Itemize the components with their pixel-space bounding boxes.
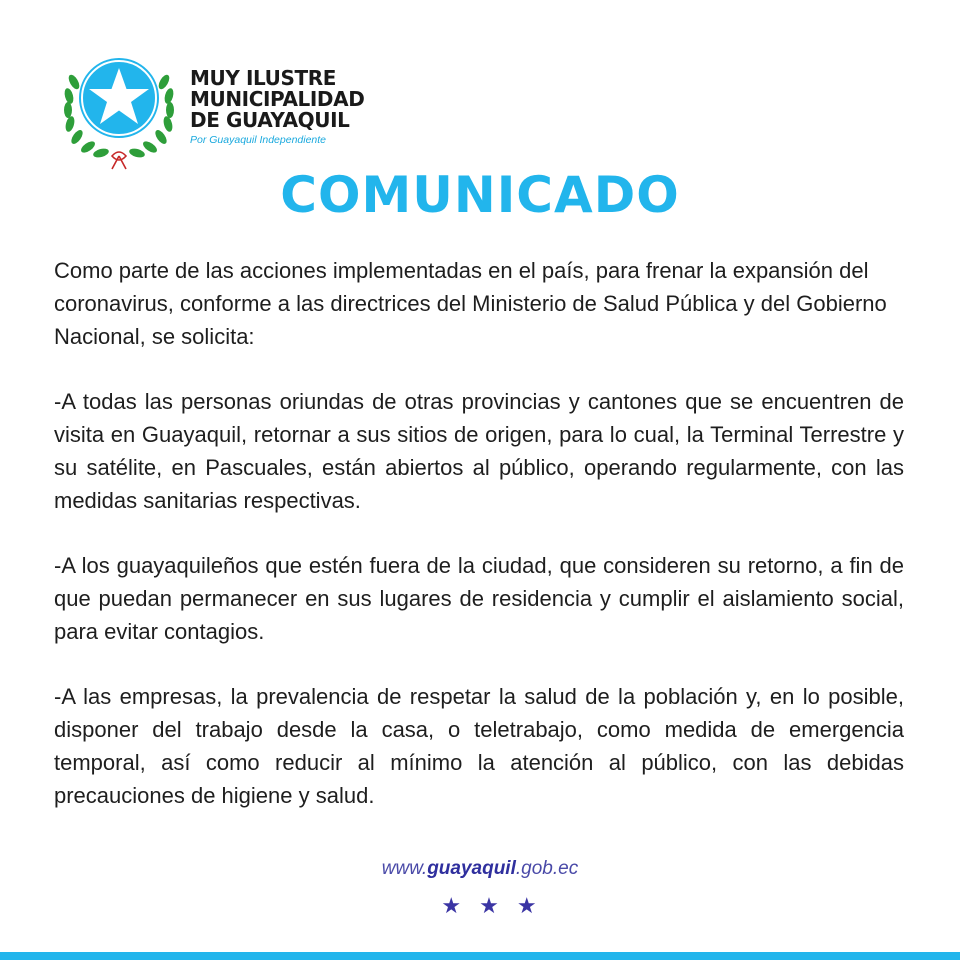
paragraph-companies: -A las empresas, la prevalencia de respetar la salud de la población y, en lo posible, disponer del trabajo desde la casa, o teletrabajo, como medida de emergencia temporal, así como reducir al mínimo la atención al público, con las debidas precauciones de higiene y salud. [54,684,904,808]
header [60,52,400,172]
website-link[interactable] [0,858,960,880]
star-laurel-emblem-icon [60,52,178,170]
paragraph-visitors: -A todas las personas oriundas de otras provincias y cantones que se encuentren de visita en Guayaquil, retornar a sus sitios de origen, para lo cual, la Terminal Terrestre y su satélite, en Pascuales, están abiertos al público, operando regularmente, con las medidas sanitarias respectivas. [54,389,904,513]
bottom-accent-bar [0,952,960,960]
brand-line-3: DE GUAYAQUIL [190,108,350,132]
paragraph-intro: Como parte de las acciones implementadas en el país, para frenar la expansión del coronavirus, conforme a las directrices del Ministerio de Salud Pública y del Gobierno Nacional, se solicita: [54,258,887,349]
brand-line-1: MUY ILUSTRE [190,66,337,90]
page-title: COMUNICADO [280,166,680,224]
url-domain: guayaquil [427,858,516,879]
star-row-icon: ★★★ [441,894,555,919]
brand-line-2: MUNICIPALIDAD [190,87,365,111]
announcement-body [54,254,904,844]
brand-block [190,68,364,146]
url-suffix: .gob.ec [515,858,579,879]
url-prefix: www. [381,858,428,879]
paragraph-residents: -A los guayaquileños que estén fuera de la ciudad, que consideren su retorno, a fin de que puedan permanecer en sus lugares de residencia y cumplir el aislamiento social, para evitar contagios. [54,553,904,644]
brand-tagline: Por Guayaquil Independiente [190,134,327,146]
